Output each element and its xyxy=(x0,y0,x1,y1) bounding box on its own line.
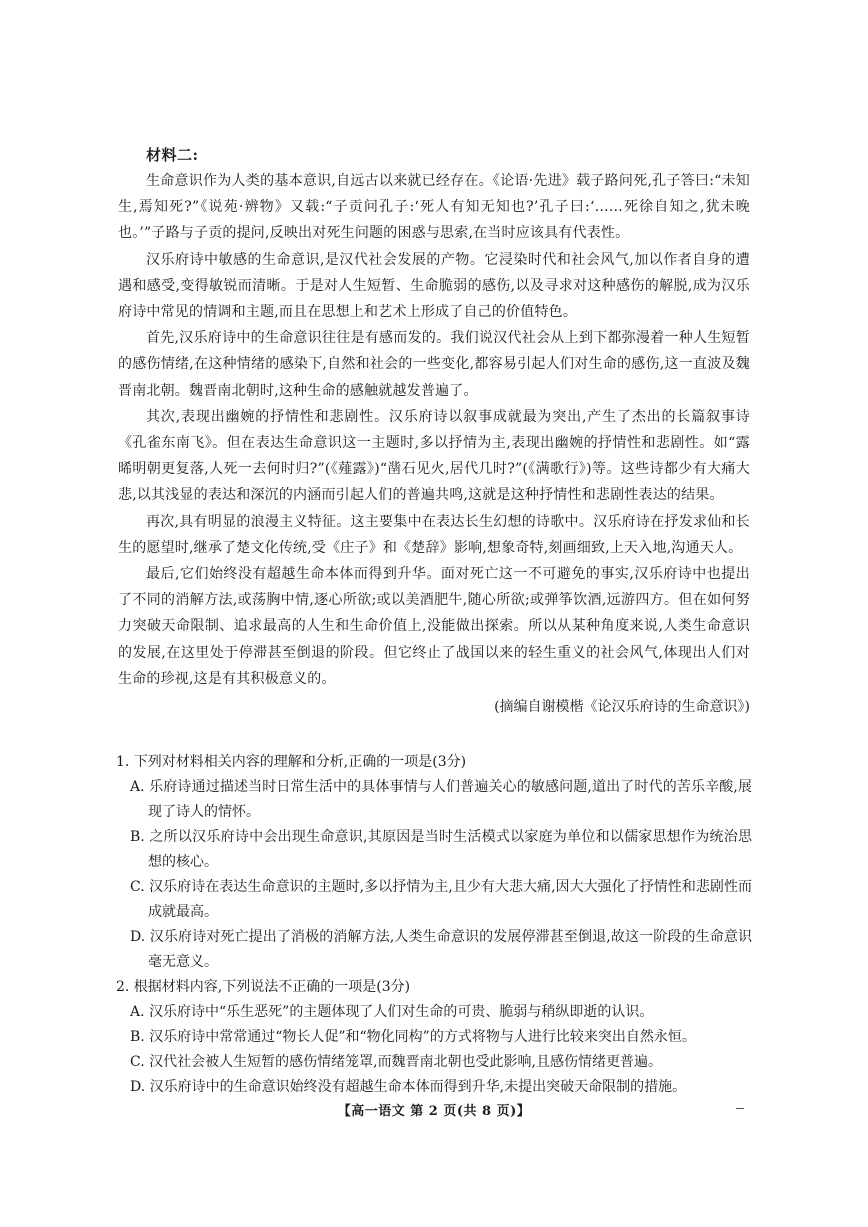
material-paragraph: 首先,汉乐府诗中的生命意识往往是有感而发的。我们说汉代社会从上到下都弥漫着一种人生短暂的感伤情绪,在这种情绪的感染下,自然和社会的一些变化,都容易引起人们对生命的感伤,这一直波及魏晋南北朝。魏晋南北朝时,这种生命的感触就越发普遍了。 xyxy=(118,330,750,399)
page-footer: 【高一语文 第 2 页(共 8 页)】 xyxy=(337,1104,531,1119)
margin-mark xyxy=(736,1108,744,1109)
option-d: D. 汉乐府诗中的生命意识始终没有超越生命本体而得到升华,未提出突破天命限制的措施。 xyxy=(130,1079,687,1095)
material-source: (摘编自谢模楷《论汉乐府诗的生命意识》) xyxy=(494,699,750,716)
question-stem: 2. 根据材料内容,下列说法不正确的一项是(3分) xyxy=(116,979,411,995)
material-paragraph: 生命意识作为人类的基本意识,自远古以来就已经存在。《论语·先进》载子路问死,孔子答曰:“未知生,焉知死?”《说苑·辨物》又载:“子贡问孔子:‘死人有知无知也?’孔子曰:‘……死徐自知之,犹未晚也。’”子路与子贡的提问,反映出对死生问题的困惑与思索,在当时应该具有代表性。 xyxy=(118,173,750,242)
option-c: C. 汉乐府诗在表达生命意识的主题时,多以抒情为主,且少有大悲大痛,因大大强化了抒情性和悲剧性而成就最高。 xyxy=(130,879,752,920)
question-stem: 1. 下列对材料相关内容的理解和分析,正确的一项是(3分) xyxy=(116,754,467,770)
material-title: 材料二: xyxy=(146,146,199,164)
material-paragraph: 其次,表现出幽婉的抒情性和悲剧性。汉乐府诗以叙事成就最为突出,产生了杰出的长篇叙事诗《孔雀东南飞》。但在表达生命意识这一主题时,多以抒情为主,表现出幽婉的抒情性和悲剧性。如“露晞明朝更复落,人死一去何时归?”(《薤露》)“凿石见火,居代几时?”(《满歌行》)等。这些诗都少有大痛大悲,以其浅显的表达和深沉的内涵而引起人们的普遍共鸣,这就是这种抒情性和悲剧性表达的结果。 xyxy=(118,408,750,504)
material-paragraph: 最后,它们始终没有超越生命本体而得到升华。面对死亡这一不可避免的事实,汉乐府诗中也提出了不同的消解方法,或荡胸中情,逐心所欲;或以美酒肥牛,随心所欲;或弹筝饮酒,远游四方。但在如何努力突破天命限制、追求最高的人生和生命价值上,没能做出探索。所以从某种角度来说,人类生命意识的发展,在这里处于停滞甚至倒退的阶段。但它终止了战国以来的轻生重义的社会风气,体现出人们对生命的珍视,这是有其积极意义的。 xyxy=(118,566,750,687)
option-a: A. 汉乐府诗中“乐生恶死”的主题体现了人们对生命的可贵、脆弱与稍纵即逝的认识。 xyxy=(130,1004,654,1020)
material-paragraph: 再次,具有明显的浪漫主义特征。这主要集中在表达长生幻想的诗歌中。汉乐府诗在抒发求仙和长生的愿望时,继承了楚文化传统,受《庄子》和《楚辞》影响,想象奇特,刻画细致,上天入地,沟通天人。 xyxy=(118,513,750,556)
option-d: D. 汉乐府诗对死亡提出了消极的消解方法,人类生命意识的发展停滞甚至倒退,故这一阶段的生命意识毫无意义。 xyxy=(130,929,752,970)
material-paragraph: 汉乐府诗中敏感的生命意识,是汉代社会发展的产物。它浸染时代和社会风气,加以作者自身的遭遇和感受,变得敏锐而清晰。于是对人生短暂、生命脆弱的感伤,以及寻求对这种感伤的解脱,成为汉乐府诗中常见的情调和主题,而且在思想上和艺术上形成了自己的价值特色。 xyxy=(118,251,750,321)
question-section xyxy=(116,750,752,1100)
question-2 xyxy=(116,975,752,1100)
option-a: A. 乐府诗通过描述当时日常生活中的具体事情与人们普遍关心的敏感问题,道出了时代的苦乐辛酸,展现了诗人的情怀。 xyxy=(130,779,752,820)
reading-material xyxy=(118,144,750,720)
option-c: C. 汉代社会被人生短暂的感伤情绪笼罩,而魏晋南北朝也受此影响,且感伤情绪更普遍。 xyxy=(130,1054,663,1070)
question-1 xyxy=(116,750,752,975)
option-b: B. 汉乐府诗中常常通过“物长人促”和“物化同构”的方式将物与人进行比较来突出自然永恒。 xyxy=(130,1029,696,1045)
option-b: B. 之所以汉乐府诗中会出现生命意识,其原因是当时生活模式以家庭为单位和以儒家思想作为统治思想的核心。 xyxy=(130,829,752,870)
